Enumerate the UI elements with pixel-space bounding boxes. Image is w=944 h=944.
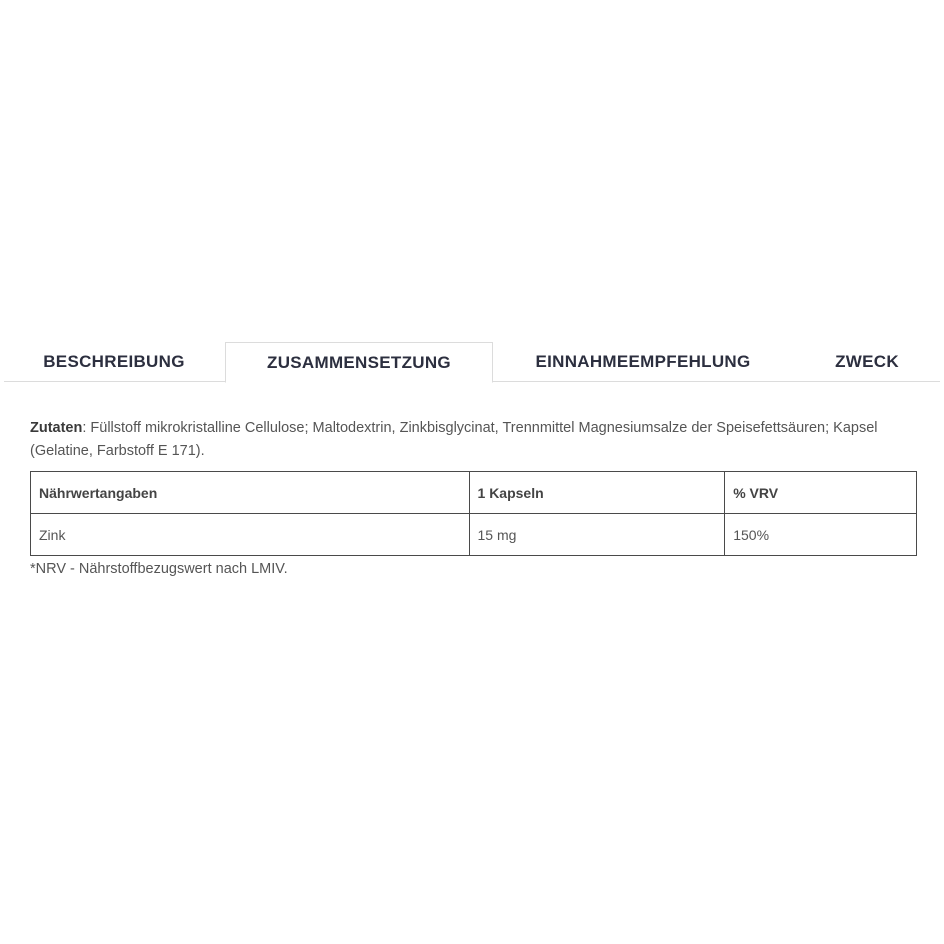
footnote: *NRV - Nährstoffbezugswert nach LMIV.: [30, 561, 288, 577]
ingredients-text: [30, 417, 920, 463]
tab-einnahmeempfehlung[interactable]: EINNAHMEEMPFEHLUNG: [535, 352, 751, 371]
nutrition-table: [30, 471, 917, 556]
table-row: [31, 514, 917, 556]
table-header-row: [31, 472, 917, 514]
header-naehrwertangaben: Nährwertangaben: [31, 472, 470, 514]
cell-amount: 15 mg: [469, 514, 725, 556]
ingredients-list: : Füllstoff mikrokristalline Cellulose; Maltodextrin, Zinkbisglycinat, Trennmittel Magnesiumsalze der Speisefettsäuren; Kapsel (Gelatine, Farbstoff E 171).: [30, 420, 878, 459]
ingredients-label: Zutaten: [30, 420, 83, 436]
tab-zusammensetzung[interactable]: ZUSAMMENSETZUNG: [225, 342, 493, 383]
cell-percent: 150%: [725, 514, 917, 556]
tab-zweck[interactable]: ZWECK: [835, 352, 899, 371]
cell-nutrient: Zink: [31, 514, 470, 556]
tab-beschreibung[interactable]: BESCHREIBUNG: [43, 352, 185, 371]
header-serving: 1 Kapseln: [469, 472, 725, 514]
product-tabs: [4, 342, 940, 382]
header-vrv: % VRV: [725, 472, 917, 514]
